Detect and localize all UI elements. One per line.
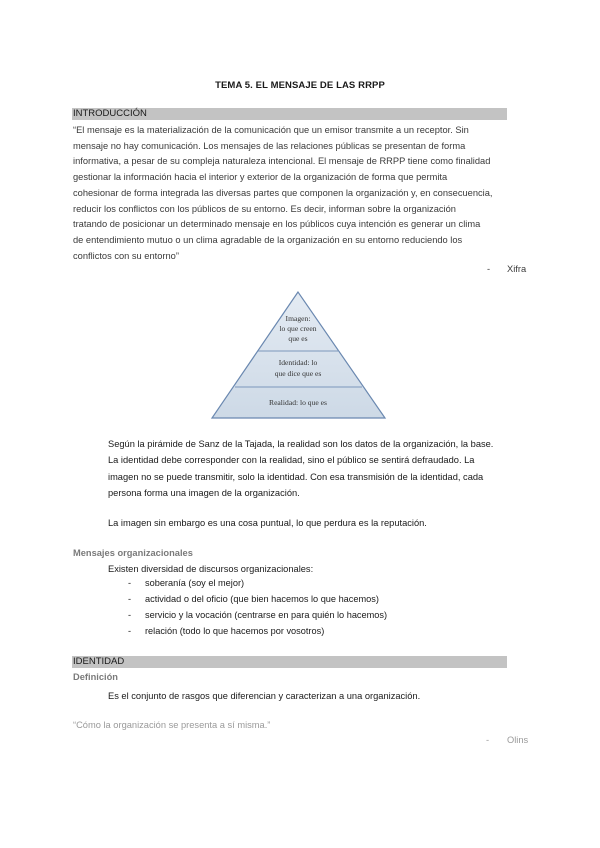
pyramid-base-label: Realidad: lo que es: [269, 398, 327, 407]
quote-line: gestionar la información hacia el interior y exterior de la organización de forma que permita: [73, 172, 448, 183]
list-item: actividad o del oficio (que bien hacemos lo que hacemos): [145, 594, 379, 604]
reputation-line: La imagen sin embargo es una cosa puntual, lo que perdura es la reputación.: [108, 518, 427, 528]
quote-line: “El mensaje es la materialización de la comunicación que un emisor transmite a un receptor. Sin: [73, 125, 469, 135]
list-bullet: -: [128, 578, 132, 588]
page-title: TEMA 5. EL MENSAJE DE LAS RRPP: [215, 80, 385, 91]
intro-quote: [73, 123, 513, 264]
para-line: imagen no se puede transmitir, solo la identidad. Con esa transmisión de la identidad, cada: [108, 471, 484, 482]
quote-line: cohesionar de forma integrada las diversas partes que componen la organización y, en consecuencia,: [73, 187, 493, 198]
pyramid-diagram: [210, 290, 390, 420]
quote-line: de entendimiento mutuo o un clima agradable de la organización en su entorno reduciendo los: [73, 234, 463, 245]
quote-line: mensaje no hay comunicación. Los mensajes de las relaciones públicas se presentan de forma: [73, 140, 466, 151]
quote-line: conflictos con su entorno”: [73, 250, 179, 261]
definicion-text: Es el conjunto de rasgos que diferencian y caracterizan a una organización.: [108, 691, 421, 701]
list-bullet: -: [128, 594, 132, 604]
mensajes-heading: Mensajes organizacionales: [73, 548, 193, 558]
author-xifra: Xifra: [507, 264, 527, 274]
mensajes-intro: Existen diversidad de discursos organizacionales:: [108, 564, 314, 574]
definicion-heading: Definición: [73, 672, 118, 682]
list-bullet: -: [128, 610, 132, 620]
pyramid-top-label-3: que es: [288, 334, 308, 343]
author-dash: -: [487, 264, 491, 274]
pyramid-paragraph: [108, 436, 523, 502]
section-header-introduccion: INTRODUCCIÓN: [72, 108, 507, 120]
para-line: persona forma una imagen de la organización.: [108, 488, 300, 499]
para-line: La identidad debe corresponder con la realidad, sino el público se sentirá defraudado. La: [108, 455, 475, 466]
section-header-identidad: IDENTIDAD: [72, 656, 507, 668]
quote-line: reducir los conflictos con los públicos de su entorno. Es decir, informan sobre la organización: [73, 203, 456, 214]
quote-line: informativa, a pesar de su compleja naturaleza intencional. El mensaje de RRPP tiene como finalidad: [73, 156, 491, 167]
pyramid-mid-label-1: Identidad: lo: [278, 358, 318, 367]
list-bullet: -: [128, 626, 132, 636]
identity-quote: “Cómo la organización se presenta a sí misma.”: [73, 720, 271, 730]
pyramid-mid-label-2: que dice que es: [274, 369, 322, 378]
pyramid-top-label-2: lo que creen: [279, 324, 317, 333]
author-dash: -: [486, 735, 490, 745]
list-item: soberanía (soy el mejor): [145, 578, 245, 588]
list-item: servicio y la vocación (centrarse en para quién lo hacemos): [145, 610, 388, 620]
quote-line: tratando de posicionar un determinado mensaje en los públicos cuya intención es generar un clima: [73, 219, 481, 230]
author-olins: Olins: [507, 735, 529, 745]
pyramid-top-label-1: Imagen:: [285, 314, 311, 323]
list-item: relación (todo lo que hacemos por vosotros): [145, 626, 325, 636]
para-line: Según la pirámide de Sanz de la Tajada, la realidad son los datos de la organización, la base.: [108, 439, 494, 449]
